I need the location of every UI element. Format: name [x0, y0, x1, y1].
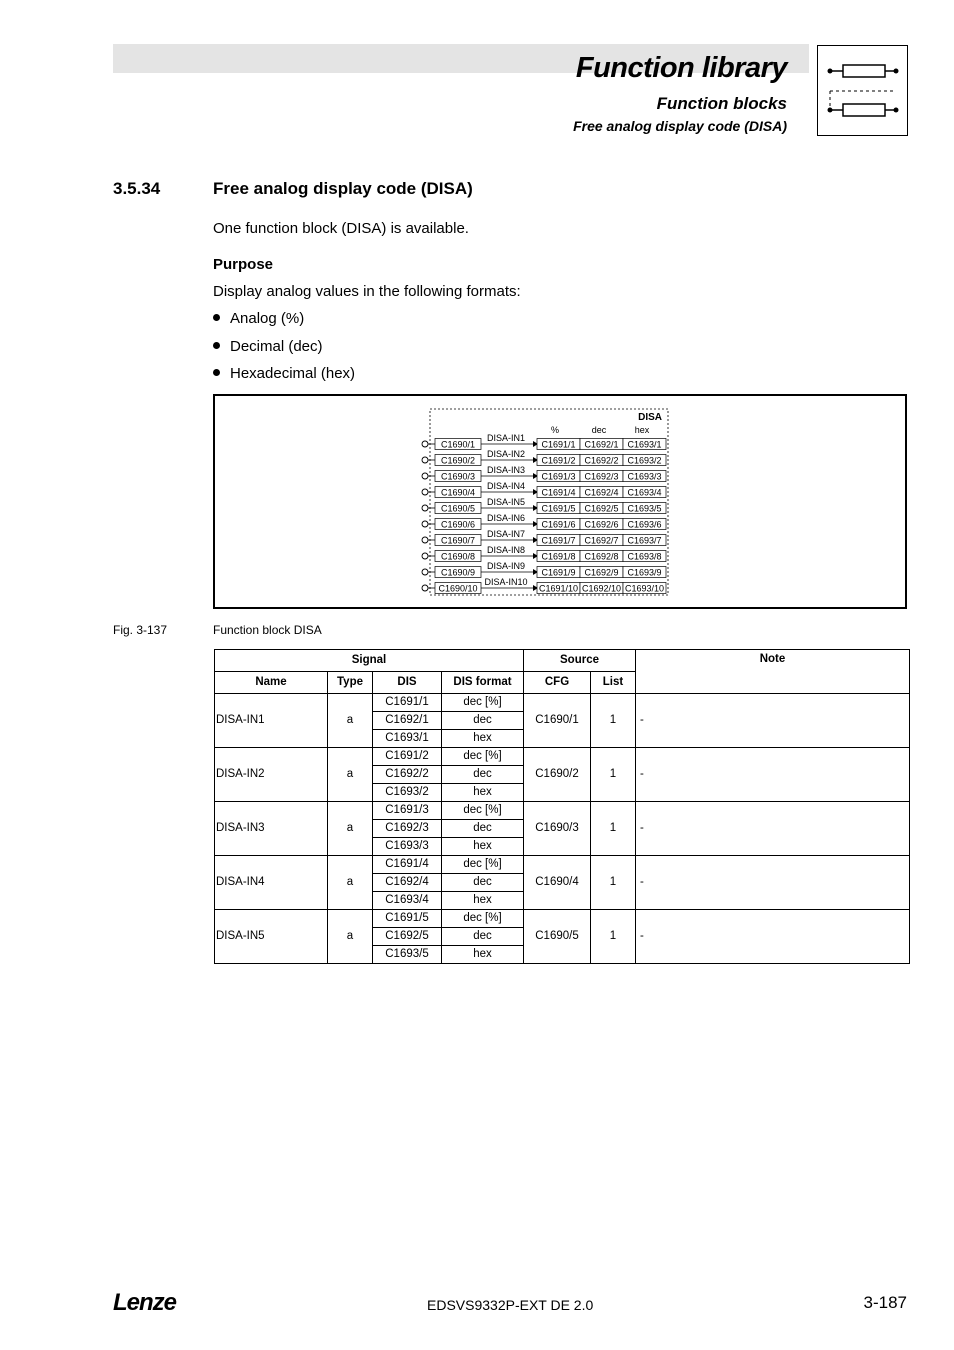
cfg-cell: C1690/4	[524, 856, 591, 910]
cfg-code-label: C1690/6	[440, 519, 476, 530]
signal-label: DISA-IN6	[486, 513, 526, 523]
table-row	[215, 748, 910, 766]
table-row	[215, 694, 910, 712]
signal-label: DISA-IN3	[486, 465, 526, 475]
table-row	[215, 910, 910, 928]
dis-format-cell: hex	[442, 946, 524, 964]
cfg-code-label: C1690/7	[440, 535, 476, 546]
lenze-logo: Lenze	[113, 1289, 177, 1316]
dis-code-cell: C1692/2	[373, 766, 442, 784]
group-header-signal: Signal	[215, 650, 524, 672]
disa-row	[422, 433, 666, 450]
signal-label: DISA-IN1	[486, 433, 526, 443]
cfg-code-label: C1690/10	[438, 583, 478, 594]
display-code-label: C1691/8	[541, 551, 576, 562]
dis-format-cell: hex	[442, 892, 524, 910]
dis-format-cell: hex	[442, 730, 524, 748]
input-terminal	[422, 473, 428, 479]
dis-code-cell: C1693/3	[373, 838, 442, 856]
function-block-figure	[213, 394, 907, 609]
table-row	[215, 802, 910, 820]
page-title: Function library	[575, 52, 787, 84]
cfg-code-label: C1690/5	[440, 503, 476, 514]
dis-code-cell: C1693/2	[373, 784, 442, 802]
signal-label: DISA-IN7	[486, 529, 526, 539]
list-cell: 1	[591, 748, 636, 802]
display-code-label: C1692/9	[584, 567, 619, 578]
table-row	[215, 856, 910, 874]
bullet-item: Hexadecimal (hex)	[213, 365, 355, 382]
display-code-label: C1693/4	[627, 487, 662, 498]
header-type: Type	[328, 672, 373, 694]
signal-name-cell: DISA-IN1	[215, 694, 328, 748]
signal-label: DISA-IN8	[486, 545, 526, 555]
dis-code-cell: C1691/4	[373, 856, 442, 874]
cfg-code-label: C1690/8	[440, 551, 476, 562]
display-code-label: C1693/10	[624, 583, 665, 594]
dis-code-cell: C1691/5	[373, 910, 442, 928]
signal-table	[214, 649, 910, 964]
display-code-label: C1693/9	[627, 567, 662, 578]
dis-format-cell: dec [%]	[442, 694, 524, 712]
header-dis-format: DIS format	[442, 672, 524, 694]
cfg-cell: C1690/1	[524, 694, 591, 748]
signal-type-cell: a	[328, 856, 373, 910]
col-header-dec: dec	[591, 425, 607, 435]
disa-row	[422, 481, 666, 498]
signal-name-cell: DISA-IN2	[215, 748, 328, 802]
header-list: List	[591, 672, 636, 694]
display-code-label: C1693/2	[627, 455, 662, 466]
cfg-cell: C1690/5	[524, 910, 591, 964]
dis-code-cell: C1691/3	[373, 802, 442, 820]
display-code-label: C1692/7	[584, 535, 619, 546]
col-header-pct: %	[550, 425, 560, 435]
disa-row	[422, 465, 666, 482]
note-cell: -	[636, 694, 910, 748]
display-code-label: C1691/7	[541, 535, 576, 546]
signal-name-cell: DISA-IN5	[215, 910, 328, 964]
purpose-heading: Purpose	[213, 256, 274, 273]
list-cell: 1	[591, 910, 636, 964]
dis-format-cell: hex	[442, 784, 524, 802]
display-code-label: C1691/6	[541, 519, 576, 530]
disa-row	[422, 529, 666, 546]
disa-row	[422, 449, 666, 466]
function-block-diagram-icon	[817, 45, 908, 136]
purpose-text: Display analog values in the following formats:	[213, 283, 521, 300]
dis-format-cell: dec [%]	[442, 802, 524, 820]
display-code-label: C1691/10	[538, 583, 579, 594]
input-terminal	[422, 441, 428, 447]
display-code-label: C1692/10	[581, 583, 622, 594]
display-code-label: C1692/6	[584, 519, 619, 530]
dis-code-cell: C1693/1	[373, 730, 442, 748]
display-code-label: C1692/8	[584, 551, 619, 562]
dis-format-cell: dec [%]	[442, 748, 524, 766]
display-code-label: C1693/6	[627, 519, 662, 530]
dis-code-cell: C1691/1	[373, 694, 442, 712]
cfg-cell: C1690/3	[524, 802, 591, 856]
display-code-label: C1693/7	[627, 535, 662, 546]
input-terminal	[422, 457, 428, 463]
signal-type-cell: a	[328, 910, 373, 964]
group-header-source: Source	[524, 650, 636, 672]
figure-caption-number: Fig. 3-137	[113, 623, 168, 637]
cfg-code-label: C1690/3	[440, 471, 476, 482]
cfg-code-label: C1690/2	[440, 455, 476, 466]
disa-row	[422, 561, 666, 578]
page-subsubtitle: Free analog display code (DISA)	[573, 118, 787, 134]
disa-row	[422, 577, 666, 594]
input-terminal	[422, 553, 428, 559]
header-name: Name	[215, 672, 328, 694]
cfg-code-label: C1690/1	[440, 439, 476, 450]
note-cell: -	[636, 856, 910, 910]
display-code-label: C1693/5	[627, 503, 662, 514]
dis-code-cell: C1692/3	[373, 820, 442, 838]
signal-label: DISA-IN9	[486, 561, 526, 571]
col-header-hex: hex	[634, 425, 650, 435]
page-number: 3-187	[863, 1293, 907, 1312]
display-code-label: C1691/2	[541, 455, 576, 466]
display-code-label: C1691/1	[541, 439, 576, 450]
dis-code-cell: C1692/5	[373, 928, 442, 946]
signal-type-cell: a	[328, 802, 373, 856]
cfg-code-label: C1690/9	[440, 567, 476, 578]
figure-caption-text: Function block DISA	[213, 623, 322, 637]
display-code-label: C1693/8	[627, 551, 662, 562]
note-cell: -	[636, 748, 910, 802]
display-code-label: C1692/4	[584, 487, 619, 498]
display-code-label: C1692/2	[584, 455, 619, 466]
dis-code-cell: C1692/4	[373, 874, 442, 892]
display-code-label: C1692/3	[584, 471, 619, 482]
signal-name-cell: DISA-IN4	[215, 856, 328, 910]
page-subtitle: Function blocks	[656, 94, 787, 113]
cfg-code-label: C1690/4	[440, 487, 476, 498]
input-terminal	[422, 489, 428, 495]
header-dis: DIS	[373, 672, 442, 694]
display-code-label: C1691/9	[541, 567, 576, 578]
list-cell: 1	[591, 802, 636, 856]
intro-text: One function block (DISA) is available.	[213, 220, 469, 237]
display-code-label: C1692/1	[584, 439, 619, 450]
bullet-item: Analog (%)	[213, 310, 304, 327]
signal-label: DISA-IN5	[486, 497, 526, 507]
dis-format-cell: dec [%]	[442, 910, 524, 928]
section-number: 3.5.34	[113, 179, 161, 198]
input-terminal	[422, 569, 428, 575]
display-code-label: C1693/3	[627, 471, 662, 482]
input-terminal	[422, 585, 428, 591]
signal-label: DISA-IN2	[486, 449, 526, 459]
group-header-note: Note	[636, 650, 910, 694]
dis-code-cell: C1693/4	[373, 892, 442, 910]
section-title: Free analog display code (DISA)	[213, 179, 473, 198]
disa-row	[422, 545, 666, 562]
disa-row	[422, 513, 666, 530]
dis-format-cell: dec	[442, 712, 524, 730]
cfg-cell: C1690/2	[524, 748, 591, 802]
dis-code-cell: C1691/2	[373, 748, 442, 766]
document-id: EDSVS9332P-EXT DE 2.0	[427, 1297, 594, 1313]
input-terminal	[422, 505, 428, 511]
input-terminal	[422, 537, 428, 543]
disa-block-label: DISA	[638, 412, 662, 423]
dis-format-cell: dec	[442, 820, 524, 838]
note-cell: -	[636, 910, 910, 964]
dis-format-cell: dec [%]	[442, 856, 524, 874]
input-terminal	[422, 521, 428, 527]
dis-format-cell: hex	[442, 838, 524, 856]
signal-label: DISA-IN10	[484, 577, 528, 587]
dis-format-cell: dec	[442, 928, 524, 946]
bullet-item: Decimal (dec)	[213, 338, 323, 355]
signal-type-cell: a	[328, 748, 373, 802]
dis-format-cell: dec	[442, 766, 524, 784]
display-code-label: C1691/3	[541, 471, 576, 482]
signal-label: DISA-IN4	[486, 481, 526, 491]
list-cell: 1	[591, 694, 636, 748]
signal-name-cell: DISA-IN3	[215, 802, 328, 856]
dis-code-cell: C1693/5	[373, 946, 442, 964]
display-code-label: C1691/4	[541, 487, 576, 498]
display-code-label: C1692/5	[584, 503, 619, 514]
disa-block-diagram	[215, 396, 905, 607]
dis-code-cell: C1692/1	[373, 712, 442, 730]
display-code-label: C1691/5	[541, 503, 576, 514]
note-cell: -	[636, 802, 910, 856]
header-cfg: CFG	[524, 672, 591, 694]
list-cell: 1	[591, 856, 636, 910]
disa-row	[422, 497, 666, 514]
dis-format-cell: dec	[442, 874, 524, 892]
display-code-label: C1693/1	[627, 439, 662, 450]
signal-type-cell: a	[328, 694, 373, 748]
